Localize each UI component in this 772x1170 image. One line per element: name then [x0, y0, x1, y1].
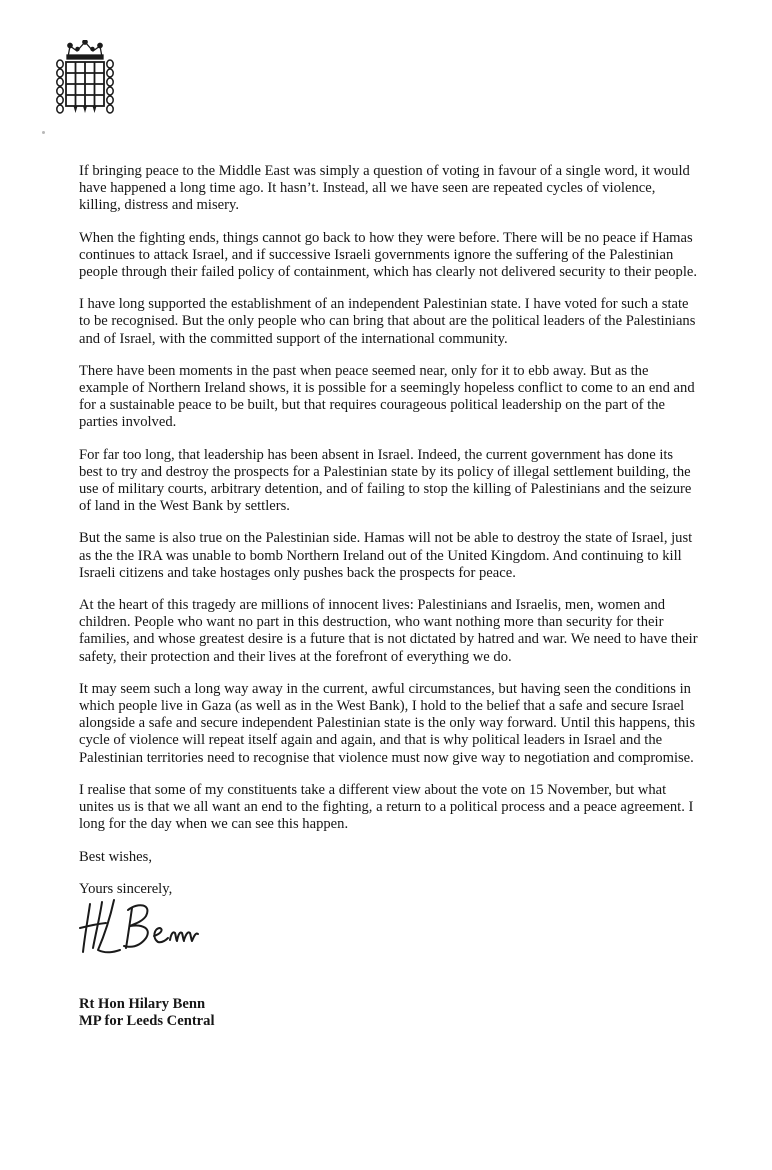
signatory-name: Rt Hon Hilary Benn	[79, 996, 206, 1012]
paragraph-2: When the fighting ends, things cannot go back to how they were before. There will be no peace if Hamas continues to attack Israel, and if successive Israeli governments ignore the suffering of the Palestinian people through their failed policy of containment, which has clearly not delivered security to their people.	[79, 229, 698, 281]
signatory-block	[79, 996, 215, 1030]
scan-speck	[42, 131, 45, 134]
paragraph-3: I have long supported the establishment of an independent Palestinian state. I have voted for such a state to be recognised. But the only people who can bring that about are the political leaders of the Palestinians and of Israel, with the committed support of the international community.	[79, 296, 696, 347]
letter-body	[79, 163, 699, 913]
handwritten-signature	[74, 896, 202, 962]
paragraph-8: It may seem such a long way away in the current, awful circumstances, but having seen the conditions in which people live in Gaza (as well as in the West Bank), I hold to the belief that a safe and secure Israel alongside a safe and secure independent Palestinian state is the only way forward. Until this happens, this cycle of violence will repeat itself again and again, and that is why political leaders in Israel and the Palestinian territories need to recognise that violence must now give way to negotiation and compromise.	[79, 680, 696, 766]
paragraph-7: At the heart of this tragedy are millions of innocent lives: Palestinians and Israelis, men, women and children. People who want no part in this destruction, who want nothing more than security for their families, and whose greatest desire is a future that is not dictated by hatred and war. We need to have their safety, their protection and their lives at the forefront of everything we do.	[79, 597, 698, 665]
paragraph-1: If bringing peace to the Middle East was simply a question of voting in favour of a single word, it would have happened a long time ago. It hasn’t. Instead, all we have seen are repeated cycles of violence, killing, distress and misery.	[79, 163, 690, 214]
paragraph-9: I realise that some of my constituents take a different view about the vote on 15 November, but what unites us is that we all want an end to the fighting, a return to a political process and a peace agreement. I long for the day when we can see this happen.	[79, 781, 694, 833]
portcullis-crown-icon	[52, 40, 118, 120]
paragraph-5: For far too long, that leadership has been absent in Israel. Indeed, the current government has done its best to try and destroy the prospects for a Palestinian state by its policy of illegal settlement building, the use of military courts, arbitrary detention, and of failing to stop the killing of Palestinians and the seizure of land in the West Bank by settlers.	[79, 446, 692, 515]
paragraph-6: But the same is also true on the Palestinian side. Hamas will not be able to destroy the state of Israel, just as the the IRA was unable to bomb Northern Ireland out of the United Kingdom. And continuing to kill Israeli citizens and take hostages only pushes back the prospects for peace.	[79, 530, 693, 581]
closing-best-wishes: Best wishes,	[79, 848, 152, 865]
closing-yours-sincerely: Yours sincerely,	[79, 880, 173, 897]
signatory-role: MP for Leeds Central	[79, 1013, 215, 1030]
paragraph-4: There have been moments in the past when peace seemed near, only for it to ebb away. But as the example of Northern Ireland shows, it is possible for a seemingly hopeless conflict to come to an end and for a sustainable peace to be built, but that requires courageous political leadership on the part of the parties involved.	[79, 362, 695, 431]
